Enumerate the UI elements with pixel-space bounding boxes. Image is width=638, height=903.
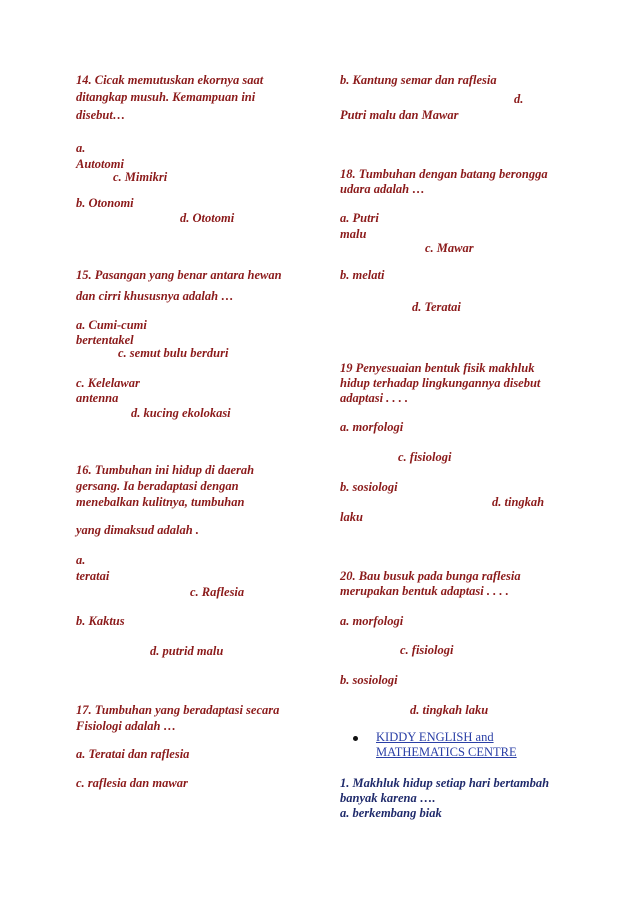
q14-option-a-letter: a. bbox=[76, 141, 86, 155]
q15-option-d: d. kucing ekolokasi bbox=[131, 406, 231, 420]
q17-option-d-letter: d. bbox=[514, 92, 524, 106]
q1-option-a: a. berkembang biak bbox=[340, 806, 442, 820]
q18-option-d: d. Teratai bbox=[412, 300, 461, 314]
q1-text-line1: 1. Makhluk hidup setiap hari bertambah bbox=[340, 776, 550, 790]
q19-text-line3: adaptasi . . . . bbox=[340, 391, 409, 405]
q19-option-b: b. sosiologi bbox=[340, 480, 398, 494]
q14-option-a: Autotomi bbox=[76, 157, 124, 171]
q14-text-line3: disebut… bbox=[76, 108, 126, 122]
q19-option-c: c. fisiologi bbox=[398, 450, 452, 464]
q16-text-line1: 16. Tumbuhan ini hidup di daerah bbox=[76, 463, 255, 477]
q18-text-line1: 18. Tumbuhan dengan batang berongga bbox=[340, 167, 548, 181]
q16-text-line3: menebalkan kulitnya, tumbuhan bbox=[76, 495, 245, 509]
q17-option-b: b. Kantung semar dan raflesia bbox=[340, 73, 497, 87]
q17-option-d: Putri malu dan Mawar bbox=[340, 108, 459, 122]
q15-option-a-cont: bertentakel bbox=[76, 333, 134, 347]
q15-text-line2: dan cirri khususnya adalah … bbox=[76, 289, 234, 303]
q18-option-c: c. Mawar bbox=[425, 241, 474, 255]
q17-text-line1: 17. Tumbuhan yang beradaptasi secara bbox=[76, 703, 280, 717]
q19-option-d-cont: laku bbox=[340, 510, 363, 524]
q20-option-d: d. tingkah laku bbox=[410, 703, 489, 717]
centre-link-line1[interactable]: KIDDY ENGLISH and bbox=[376, 730, 494, 744]
q18-option-a: a. Putri bbox=[340, 211, 379, 225]
q20-text-line2: merupakan bentuk adaptasi . . . . bbox=[340, 584, 509, 598]
q15-text-line1: 15. Pasangan yang benar antara hewan bbox=[76, 268, 282, 282]
q17-text-line2: Fisiologi adalah … bbox=[76, 719, 177, 733]
q19-text-line2: hidup terhadap lingkungannya disebut bbox=[340, 376, 541, 390]
q1-text-line2: banyak karena …. bbox=[340, 791, 436, 805]
q16-text-line2: gersang. Ia beradaptasi dengan bbox=[76, 479, 239, 493]
q19-option-a: a. morfologi bbox=[340, 420, 404, 434]
q19-option-d: d. tingkah bbox=[492, 495, 545, 509]
q14-option-b: b. Otonomi bbox=[76, 196, 134, 210]
q16-option-d: d. putrid malu bbox=[150, 644, 224, 658]
q20-option-c: c. fisiologi bbox=[400, 643, 454, 657]
centre-link-line2[interactable]: MATHEMATICS CENTRE bbox=[376, 745, 517, 759]
q14-option-c: c. Mimikri bbox=[113, 170, 168, 184]
q19-text-line1: 19 Penyesuaian bentuk fisik makhluk bbox=[340, 361, 535, 375]
q16-option-a-letter: a. bbox=[76, 553, 86, 567]
q14-text-line1: 14. Cicak memutuskan ekornya saat bbox=[76, 73, 264, 87]
q16-text-line4: yang dimaksud adalah . bbox=[76, 523, 199, 537]
q14-text-line2: ditangkap musuh. Kemampuan ini bbox=[76, 90, 256, 104]
q15-option-b: c. Kelelawar bbox=[76, 376, 140, 390]
q16-option-b: b. Kaktus bbox=[76, 614, 125, 628]
q16-option-c: c. Raflesia bbox=[190, 585, 245, 599]
q18-option-a-cont: malu bbox=[340, 227, 367, 241]
q15-option-c: c. semut bulu berduri bbox=[118, 346, 229, 360]
q17-option-a: a. Teratai dan raflesia bbox=[76, 747, 190, 761]
q20-text-line1: 20. Bau busuk pada bunga raflesia bbox=[340, 569, 521, 583]
q18-option-b: b. melati bbox=[340, 268, 385, 282]
q20-option-b: b. sosiologi bbox=[340, 673, 398, 687]
q16-option-a: teratai bbox=[76, 569, 110, 583]
q14-option-d: d. Ototomi bbox=[180, 211, 235, 225]
q18-text-line2: udara adalah … bbox=[340, 182, 425, 196]
q15-option-a: a. Cumi-cumi bbox=[76, 318, 147, 332]
q15-option-b-cont: antenna bbox=[76, 391, 119, 405]
bullet-icon bbox=[353, 736, 358, 741]
q17-option-c: c. raflesia dan mawar bbox=[76, 776, 188, 790]
q20-option-a: a. morfologi bbox=[340, 614, 404, 628]
